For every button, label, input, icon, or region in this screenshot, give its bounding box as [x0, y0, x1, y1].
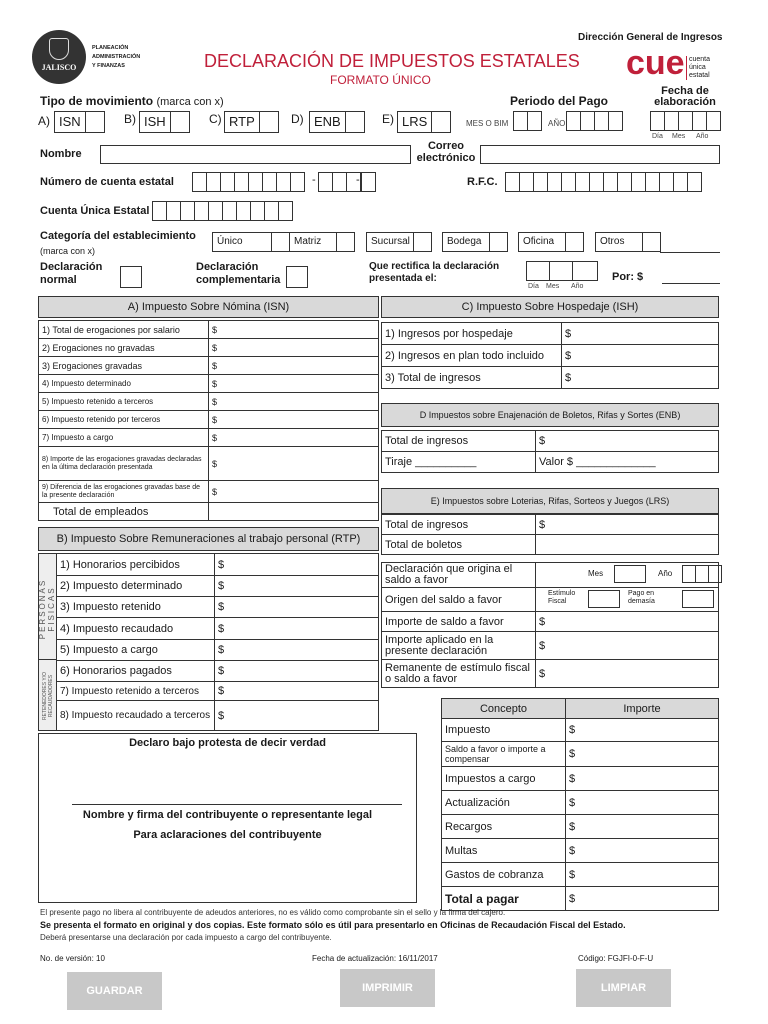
- cat-otros[interactable]: [595, 232, 661, 252]
- mes-label: Mes: [672, 133, 686, 140]
- nombre-label: Nombre: [40, 148, 82, 160]
- rtp-side-ret: [38, 659, 57, 731]
- cue-logo-text: [686, 56, 710, 80]
- rtp-row: [57, 701, 379, 731]
- isn-empleados-value[interactable]: [209, 503, 379, 521]
- lrs-row-value[interactable]: [536, 515, 719, 535]
- rtp-row-label: 6) Honorarios pagados: [57, 661, 215, 682]
- saldo-row: [382, 632, 719, 660]
- ish-row-value[interactable]: [562, 367, 719, 389]
- concepto-label: Actualización: [442, 791, 566, 815]
- opt-enb[interactable]: [309, 111, 365, 133]
- cat-text: Oficina: [523, 236, 555, 247]
- saldo-aplicado-label: Importe aplicado en la presente declaración: [382, 632, 536, 660]
- cuenta-estatal-cells[interactable]: [192, 172, 304, 192]
- opt-code: RTP: [225, 112, 260, 132]
- rtp-row-label: 1) Honorarios percibidos: [57, 554, 215, 576]
- dia-label: Día: [528, 283, 539, 290]
- mes-label: Mes: [546, 283, 560, 290]
- ish-header: C) Impuesto Sobre Hospedaje (ISH): [381, 296, 719, 318]
- isn-row: [39, 429, 379, 447]
- concepto-header: Concepto: [442, 699, 566, 719]
- lrs-header: E) Impuestos sobre Loterias, Rifas, Sorteos y Juegos (LRS): [381, 488, 719, 514]
- dollar-sign: $: [569, 892, 576, 905]
- enb-header: D Impuestos sobre Enajenación de Boletos, Rifas y Sortes (ENB): [381, 403, 719, 427]
- fecha-label: Fecha de elaboración: [654, 85, 716, 108]
- anio-periodo-label: AÑO: [548, 119, 566, 128]
- importe-header: Importe: [566, 699, 719, 719]
- dollar-sign: $: [569, 844, 576, 857]
- saldo-origina-label: Declaración que origina el saldo a favor: [382, 563, 536, 588]
- por-line: [662, 283, 720, 284]
- rfc-label: R.F.C.: [467, 176, 498, 188]
- cuenta-estatal-cells-2[interactable]: [318, 172, 360, 192]
- lrs-row-label: Total de boletos: [382, 535, 536, 555]
- dollar-sign: $: [569, 724, 576, 736]
- rtp-row-value[interactable]: [215, 618, 379, 640]
- anio-label: Año: [571, 283, 584, 290]
- opt-code: ENB: [310, 112, 346, 132]
- saldo-mes-box[interactable]: [614, 565, 646, 583]
- fecha-cells[interactable]: [650, 111, 720, 131]
- dollar-sign: $: [212, 324, 218, 335]
- dollar-sign: $: [218, 685, 225, 697]
- cue-logo: cue: [626, 44, 685, 82]
- cue-label: Cuenta Única Estatal: [40, 205, 150, 217]
- ish-row: [382, 345, 719, 367]
- seal-text: JALISCO: [41, 63, 77, 72]
- anio-label: Año: [696, 133, 709, 140]
- ish-row-label: 3) Total de ingresos: [382, 367, 562, 389]
- dollar-sign: $: [569, 868, 576, 881]
- enb-table: [381, 430, 719, 473]
- isn-row: [39, 375, 379, 393]
- concepto-value[interactable]: [566, 719, 719, 742]
- concepto-value[interactable]: [566, 839, 719, 863]
- rfc-cells[interactable]: [505, 172, 701, 192]
- opt-letter: D): [291, 112, 304, 126]
- categoria-hint: (marca con x): [40, 246, 96, 256]
- estimulo-box[interactable]: [588, 590, 620, 608]
- isn-row-value[interactable]: [209, 357, 379, 375]
- concepto-label: Impuestos a cargo: [442, 767, 566, 791]
- dollar-sign: $: [565, 371, 572, 384]
- decl-compl-checkbox[interactable]: [286, 266, 308, 288]
- concepto-row: [442, 839, 719, 863]
- isn-row: [39, 339, 379, 357]
- rtp-row-value[interactable]: [215, 597, 379, 618]
- rectifica-date-cells[interactable]: [526, 261, 597, 281]
- jalisco-seal-logo: [32, 30, 86, 84]
- isn-row: [39, 447, 379, 481]
- cat-bodega[interactable]: [442, 232, 508, 252]
- correo-label: Correo electrónico: [416, 140, 476, 164]
- decl-compl-label: Declaración complementaria: [196, 261, 281, 286]
- isn-row: [39, 357, 379, 375]
- aclaraciones-label: Para aclaraciones del contribuyente: [133, 829, 322, 841]
- dash: -: [312, 174, 316, 186]
- opt-code: ISH: [140, 112, 171, 132]
- ish-row-value[interactable]: [562, 345, 719, 367]
- dollar-sign: $: [569, 820, 576, 833]
- saldo-origina-value[interactable]: [536, 563, 719, 588]
- firma-line[interactable]: [72, 804, 402, 805]
- dollar-sign: $: [218, 644, 225, 656]
- dollar-sign: $: [539, 667, 546, 680]
- enb-total-value[interactable]: [536, 431, 719, 452]
- dollar-sign: $: [212, 458, 218, 469]
- cue-line: única: [689, 64, 706, 71]
- isn-row-value[interactable]: [209, 321, 379, 339]
- rtp-row: [57, 682, 379, 701]
- isn-row-label: 3) Erogaciones gravadas: [39, 357, 209, 375]
- concepto-label: Impuesto: [442, 719, 566, 742]
- cue-line: cuenta: [689, 56, 711, 63]
- dollar-sign: $: [218, 665, 225, 677]
- isn-row: [39, 411, 379, 429]
- movimiento-title: Tipo de movimiento: [40, 94, 154, 108]
- concepto-row: [442, 719, 719, 742]
- categoria-label: Categoría del establecimiento: [40, 230, 196, 242]
- dollar-sign: $: [539, 435, 546, 447]
- concepto-row: [442, 767, 719, 791]
- rtp-side-pf-text: PERSONAS FISICAS: [38, 578, 56, 640]
- opt-letter: B): [124, 112, 136, 126]
- isn-row-label: 9) Diferencia de las erogaciones gravadas base de la presente declaración: [39, 481, 209, 503]
- por-label: Por: $: [612, 271, 644, 283]
- isn-header: A) Impuesto Sobre Nómina (ISN): [38, 296, 379, 318]
- enb-total-label: Total de ingresos: [382, 431, 536, 452]
- concepto-row: [442, 742, 719, 767]
- fecha-actualizacion: Fecha de actualización: 16/11/2017: [312, 954, 438, 963]
- isn-row-label: 5) Impuesto retenido a terceros: [39, 393, 209, 411]
- cat-matriz[interactable]: [289, 232, 355, 252]
- saldo-row: [382, 588, 719, 612]
- dollar-sign: $: [212, 432, 218, 443]
- isn-row: [39, 481, 379, 503]
- saldo-remanente-label: Remanente de estímulo fiscal o saldo a favor: [382, 660, 536, 688]
- dollar-sign: $: [565, 349, 572, 362]
- rtp-row: [57, 661, 379, 682]
- cat-sucursal[interactable]: [366, 232, 432, 252]
- dollar-sign: $: [212, 360, 218, 371]
- correo-input[interactable]: [480, 145, 720, 164]
- opt-rtp[interactable]: [224, 111, 279, 133]
- isn-row-value[interactable]: [209, 393, 379, 411]
- dollar-sign: $: [569, 748, 576, 760]
- rtp-row-label: 5) Impuesto a cargo: [57, 640, 215, 661]
- total-pagar-label: Total a pagar: [442, 887, 566, 911]
- isn-row-value[interactable]: [209, 375, 379, 393]
- rtp-header: B) Impuesto Sobre Remuneraciones al trabajo personal (RTP): [38, 527, 379, 551]
- dollar-sign: $: [539, 615, 546, 628]
- movimiento-hint: (marca con x): [156, 96, 224, 108]
- version-info: [40, 954, 105, 963]
- isn-empleados-label: Total de empleados: [39, 503, 209, 521]
- concepto-value[interactable]: [566, 767, 719, 791]
- version-label: No. de versión:: [40, 954, 94, 963]
- concepto-value[interactable]: [566, 791, 719, 815]
- isn-row-value[interactable]: [209, 411, 379, 429]
- saldo-table: [381, 562, 719, 688]
- dollar-sign: $: [539, 639, 546, 652]
- movimiento-label: [40, 94, 224, 108]
- cat-text: Único: [217, 236, 243, 247]
- dollar-sign: $: [218, 709, 225, 722]
- guardar-button[interactable]: GUARDAR: [67, 972, 162, 1010]
- dept-line: ADMINISTRACIÓN: [92, 54, 141, 60]
- rtp-row-label: 3) Impuesto retenido: [57, 597, 215, 618]
- rtp-row: [57, 554, 379, 576]
- cue-cells[interactable]: [152, 201, 292, 221]
- saldo-importe-label: Importe de saldo a favor: [382, 612, 536, 632]
- concepto-value[interactable]: [566, 742, 719, 767]
- rtp-row-value[interactable]: [215, 661, 379, 682]
- lrs-table: [381, 514, 719, 555]
- dollar-sign: $: [539, 518, 546, 531]
- rtp-side-ret-text: RETENEDORES Y/O RECAUDADORES: [42, 672, 54, 720]
- dia-label: Día: [652, 133, 663, 140]
- saldo-row: [382, 563, 719, 588]
- dept-line: PLANEACIÓN: [92, 45, 129, 51]
- rtp-row: [57, 576, 379, 597]
- rtp-row-label: 7) Impuesto retenido a terceros: [57, 682, 215, 701]
- saldo-anio-cells[interactable]: [682, 565, 722, 583]
- isn-row-label: 1) Total de erogaciones por salario: [39, 321, 209, 339]
- dollar-sign: $: [212, 414, 218, 425]
- dollar-sign: $: [218, 580, 225, 592]
- isn-row-label: 7) Impuesto a cargo: [39, 429, 209, 447]
- rtp-row-label: 2) Impuesto determinado: [57, 576, 215, 597]
- opt-letter: A): [38, 114, 50, 128]
- total-pagar-value[interactable]: [566, 887, 719, 911]
- page-subtitle: FORMATO ÚNICO: [330, 73, 431, 87]
- isn-row-value[interactable]: [209, 481, 379, 503]
- dollar-sign: $: [569, 796, 576, 809]
- rtp-row-value[interactable]: [215, 701, 379, 731]
- firma-nombre-label: Nombre y firma del contribuyente o representante legal: [82, 809, 373, 821]
- dollar-sign: $: [218, 622, 225, 635]
- dollar-sign: $: [212, 378, 218, 389]
- ish-row: [382, 323, 719, 345]
- rtp-row: [57, 618, 379, 640]
- lrs-row: [382, 515, 719, 535]
- footer-note-3: Deberá presentarse una declaración por cada impuesto a cargo del contribuyente.: [40, 933, 332, 942]
- page-title: DECLARACIÓN DE IMPUESTOS ESTATALES: [204, 51, 580, 71]
- concepto-label: Saldo a favor o importe a compensar: [442, 742, 566, 767]
- cat-text: Bodega: [447, 236, 482, 247]
- cat-text: Otros: [600, 236, 625, 247]
- saldo-remanente-value[interactable]: [536, 660, 719, 688]
- rtp-row-value[interactable]: [215, 554, 379, 576]
- dept-line: Y FINANZAS: [92, 63, 125, 69]
- lrs-row-label: Total de ingresos: [382, 515, 536, 535]
- codigo-formato: Código: FGJFI-0-F-U: [578, 954, 654, 963]
- rtp-row-value[interactable]: [215, 576, 379, 597]
- dollar-sign: $: [212, 342, 218, 353]
- concepto-label: Gastos de cobranza: [442, 863, 566, 887]
- dollar-sign: $: [565, 327, 572, 340]
- periodo-label: Periodo del Pago: [510, 94, 609, 108]
- rtp-side-pf: [38, 553, 57, 660]
- dollar-sign: $: [569, 772, 576, 785]
- imprimir-button[interactable]: IMPRIMIR: [340, 969, 435, 1007]
- rtp-row: [57, 597, 379, 618]
- mes-bim-cells[interactable]: [513, 111, 541, 131]
- isn-row-label: 2) Erogaciones no gravadas: [39, 339, 209, 357]
- concepto-row: [442, 815, 719, 839]
- concepto-table: [441, 698, 719, 911]
- protesta-text: Declaro bajo protesta de decir verdad: [129, 737, 326, 749]
- saldo-origen-label: Origen del saldo a favor: [382, 588, 536, 612]
- cuenta-estatal-cells-3[interactable]: [361, 172, 375, 192]
- ish-row-label: 2) Ingresos en plan todo incluido: [382, 345, 562, 367]
- enb-tiraje[interactable]: Tiraje __________: [382, 452, 536, 473]
- demasia-label: Pago en demasía: [628, 590, 655, 605]
- dept-name: [92, 44, 140, 71]
- cat-oficina[interactable]: [518, 232, 584, 252]
- isn-row-value[interactable]: [209, 447, 379, 481]
- opt-lrs[interactable]: [397, 111, 451, 133]
- isn-row: [39, 393, 379, 411]
- decl-normal-label: Declaración normal: [40, 261, 103, 286]
- opt-code: LRS: [398, 112, 432, 132]
- dash: -: [356, 174, 360, 186]
- rtp-row-value[interactable]: [215, 640, 379, 661]
- version-value: 10: [96, 954, 105, 963]
- enb-row: [382, 431, 719, 452]
- concepto-value[interactable]: [566, 815, 719, 839]
- rtp-row: [57, 640, 379, 661]
- enb-row: [382, 452, 719, 473]
- demasia-box[interactable]: [682, 590, 714, 608]
- isn-row-value[interactable]: [209, 339, 379, 357]
- saldo-row: [382, 612, 719, 632]
- decl-normal-checkbox[interactable]: [120, 266, 142, 288]
- opt-ish[interactable]: [139, 111, 190, 133]
- cat-text: Sucursal: [371, 236, 410, 247]
- opt-letter: E): [382, 112, 394, 126]
- saldo-aplicado-value[interactable]: [536, 632, 719, 660]
- isn-table: [38, 320, 379, 521]
- cat-unico[interactable]: [212, 232, 290, 252]
- concepto-row: [442, 887, 719, 911]
- footer-note-1: El presente pago no libera al contribuyente de adeudos anteriores, no es válido como comprobante sin el sello y la firma del cajero.: [40, 908, 506, 917]
- concepto-label: Recargos: [442, 815, 566, 839]
- concepto-label: Multas: [442, 839, 566, 863]
- estimulo-label: Estímulo Fiscal: [548, 590, 576, 605]
- concepto-value[interactable]: [566, 863, 719, 887]
- dollar-sign: $: [212, 396, 218, 407]
- cuenta-estatal-label: Número de cuenta estatal: [40, 176, 174, 188]
- mes-bim-label: MES O BIM: [466, 119, 509, 128]
- opt-isn[interactable]: [54, 111, 105, 133]
- enb-valor[interactable]: Valor $ _____________: [536, 452, 719, 473]
- isn-row-label: 4) Impuesto determinado: [39, 375, 209, 393]
- agency-name: Dirección General de Ingresos: [578, 32, 723, 43]
- dollar-sign: $: [218, 601, 225, 613]
- rtp-row-label: 8) Impuesto recaudado a terceros: [57, 701, 215, 731]
- ish-row: [382, 367, 719, 389]
- saldo-importe-value[interactable]: [536, 612, 719, 632]
- cat-text: Matriz: [294, 236, 322, 247]
- dollar-sign: $: [218, 558, 225, 571]
- saldo-anio-label: Año: [658, 569, 673, 578]
- ish-table: [381, 322, 719, 389]
- rtp-row-label: 4) Impuesto recaudado: [57, 618, 215, 640]
- limpiar-button[interactable]: LIMPIAR: [576, 969, 671, 1007]
- anio-periodo-cells[interactable]: [566, 111, 622, 131]
- saldo-mes-label: Mes: [588, 569, 604, 578]
- isn-row: [39, 321, 379, 339]
- concepto-row: [442, 863, 719, 887]
- ish-row-value[interactable]: [562, 323, 719, 345]
- nombre-input[interactable]: [100, 145, 411, 164]
- isn-row-label: 6) Impuesto retenido por terceros: [39, 411, 209, 429]
- dollar-sign: $: [212, 486, 218, 497]
- concepto-header-row: [442, 699, 719, 719]
- cue-line: estatal: [689, 72, 710, 79]
- footer-note-2: Se presenta el formato en original y dos copias. Este formato sólo es útil para presentarlo en Oficinas de Recaudación Fiscal del Estado.: [40, 920, 626, 930]
- saldo-origen-value: [536, 588, 719, 612]
- rectifica-label: Que rectifica la declaración presentada el:: [369, 261, 500, 284]
- concepto-row: [442, 791, 719, 815]
- rtp-row-value[interactable]: [215, 682, 379, 701]
- ish-row-label: 1) Ingresos por hospedaje: [382, 323, 562, 345]
- opt-code: ISN: [55, 112, 86, 132]
- rtp-table: [56, 553, 379, 731]
- saldo-row: [382, 660, 719, 688]
- isn-row-value[interactable]: [209, 429, 379, 447]
- lrs-row: [382, 535, 719, 555]
- isn-row: [39, 503, 379, 521]
- opt-letter: C): [209, 112, 222, 126]
- otros-line: [660, 252, 720, 253]
- lrs-row-value[interactable]: [536, 535, 719, 555]
- isn-row-label: 8) Importe de las erogaciones gravadas declaradas en la última declaración presentada: [39, 447, 209, 481]
